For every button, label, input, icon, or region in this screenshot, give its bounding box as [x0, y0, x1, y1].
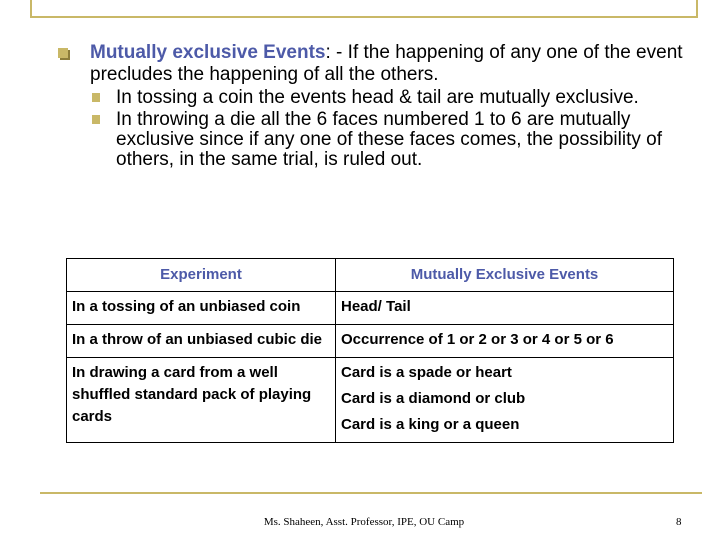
bullet-term: Mutually exclusive Events: [90, 42, 326, 63]
events-cell: [336, 325, 674, 358]
frame-left-line: [30, 0, 32, 16]
page-number: 8: [676, 516, 682, 528]
square-bullet-icon: [92, 93, 100, 102]
events-table: [66, 258, 674, 443]
events-cell: [336, 292, 674, 325]
square-bullet-icon: [58, 48, 68, 58]
experiment-cell: In a tossing of an unbiased coin: [67, 292, 336, 325]
bullet-definition: : - If the happening of any one of the event precludes the happening of all the others.: [90, 42, 683, 85]
experiment-cell: In a throw of an unbiased cubic die: [67, 325, 336, 358]
experiment-cell: In drawing a card from a well shuffled standard pack of playing cards: [67, 358, 336, 443]
slide-content: [56, 42, 686, 170]
event-line: Card is a spade or heart: [341, 364, 512, 381]
table-header-cell: Mutually Exclusive Events: [336, 259, 674, 292]
square-bullet-icon: [92, 115, 100, 124]
main-bullet: [56, 42, 686, 86]
frame-right-line: [696, 0, 698, 16]
table-row: [67, 358, 674, 443]
sub-bullet: [56, 88, 686, 108]
sub-bullet: [56, 110, 686, 170]
sub-bullet-text: In tossing a coin the events head & tail are mutually exclusive.: [116, 87, 639, 108]
sub-bullet-text: In throwing a die all the 6 faces numbered 1 to 6 are mutually exclusive since if any one of these faces comes, the possibility of others, in the same trial, is ruled out.: [116, 109, 662, 170]
frame-top-line: [30, 16, 698, 18]
table-header-cell: Experiment: [67, 259, 336, 292]
events-cell: [336, 358, 674, 443]
frame-bottom-line: [40, 492, 702, 494]
event-line: Card is a diamond or club: [341, 390, 526, 407]
table-header-row: [67, 259, 674, 292]
table-row: [67, 325, 674, 358]
slide-footer: Ms. Shaheen, Asst. Professor, IPE, OU Camp: [263, 516, 465, 528]
event-line: Occurrence of 1 or 2 or 3 or 4 or 5 or 6: [341, 331, 614, 348]
event-line: Card is a king or a queen: [341, 416, 520, 433]
event-line: Head/ Tail: [341, 298, 411, 315]
table-row: [67, 292, 674, 325]
